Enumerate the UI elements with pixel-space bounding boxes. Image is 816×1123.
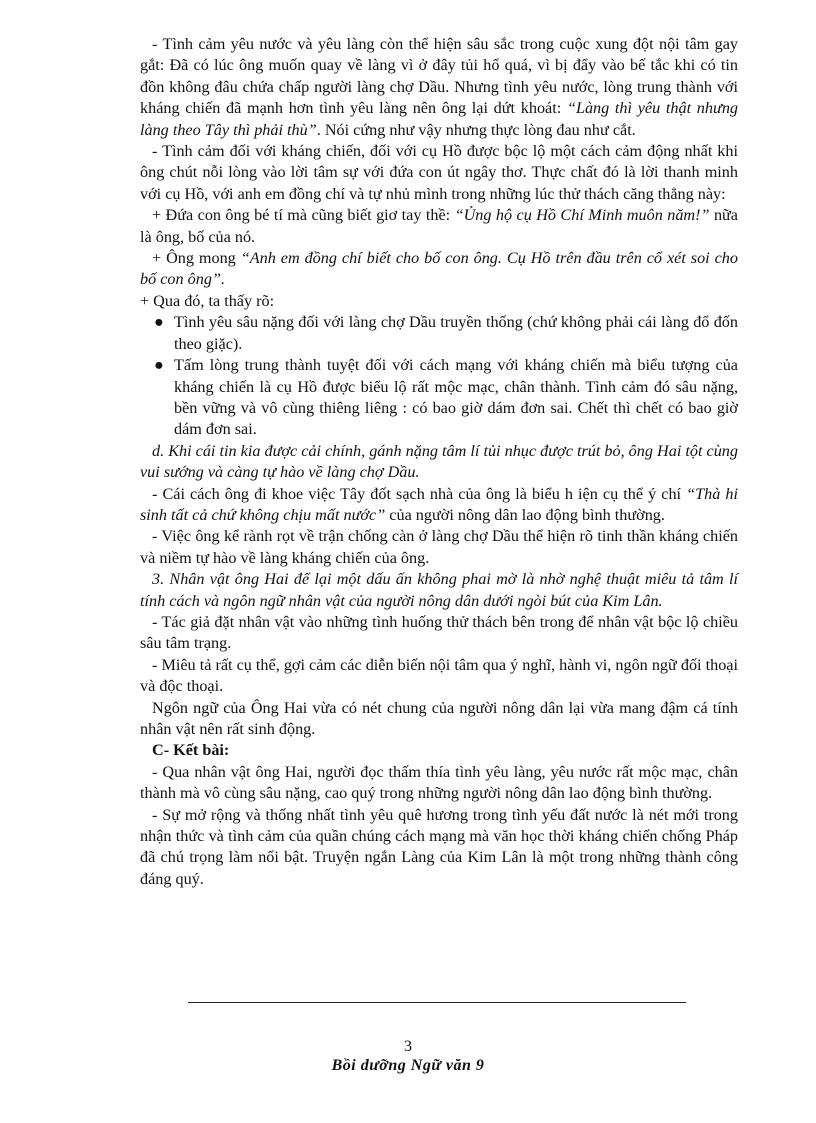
document-body: [140, 34, 738, 890]
paragraph: Ngôn ngữ của Ông Hai vừa có nét chung của người nông dân lại vừa mang đậm cá tính nhân vật nên rất sinh động.: [140, 698, 738, 738]
bullet-icon: ●: [154, 313, 164, 332]
paragraph: - Cái cách ông đi khoe việc Tây đốt sạch nhà của ông là biểu h iện cụ thể ý chí “Thà hi sinh tất cả chứ không chịu mất nước” của người nông dân lao động bình thường.: [140, 484, 738, 524]
bullet-icon: ●: [154, 356, 164, 375]
paragraph: - Tình cảm yêu nước và yêu làng còn thể hiện sâu sắc trong cuộc xung đột nội tâm gay gắt: Đã có lúc ông muốn quay về làng vì ở đây tủi hổ quá, vì bị đẩy vào bế tắc khi có tin đồn không đâu chứa chấp người làng chợ Dầu. Nhưng tình yêu nước, lòng trung thành với kháng chiến đã mạnh hơn tình yêu làng nên ông lại dứt khoát: “Làng thì yêu thật nhưng làng theo Tây thì phải thù”. Nói cứng như vậy nhưng thực lòng đau như cắt.: [140, 35, 739, 139]
paragraph: + Qua đó, ta thấy rõ:: [140, 291, 275, 310]
paragraph: - Sự mở rộng và thống nhất tình yêu quê hương trong tình yếu đất nước là nét mới trong nhận thức và tình cảm của quần chúng cách mạng mà văn học thời kháng chiến chống Pháp đã chú trọng làm nổi bật. Truyện ngắn Làng của Kim Lân là một trong những thành công đáng quý.: [140, 805, 738, 888]
paragraph: + Đứa con ông bé tí mà cũng biết giơ tay thề: “Ủng hộ cụ Hồ Chí Minh muôn năm!” nữa là ông, bố của nó.: [140, 206, 738, 246]
paragraph: - Qua nhân vật ông Hai, người đọc thấm thía tình yêu làng, yêu nước rất mộc mạc, chân thành mà vô cùng sâu nặng, cao quý trong những người nông dân lao động bình thường.: [140, 762, 738, 803]
paragraph: - Việc ông kể rành rọt về trận chống càn ở làng chợ Dầu thể hiện rõ tinh thần kháng chiến và niềm tự hào về làng kháng chiến của ông.: [140, 527, 738, 567]
paragraph: - Miêu tả rất cụ thể, gợi cảm các diễn biến nội tâm qua ý nghĩ, hành vi, ngôn ngữ đối thoại và độc thoại.: [140, 655, 738, 696]
section-heading: C- Kết bài:: [152, 741, 230, 760]
list-item: ● Tấm lòng trung thành tuyệt đối với cách mạng với kháng chiến mà biểu tượng của kháng chiến là cụ Hồ được biểu lộ rất mộc mạc, chân thành. Tình cảm đó sâu nặng, bền vững và vô cùng thiêng liêng : có bao giờ dám đơn sai. Chết thì chết có bao giờ dám đơn sai.: [154, 356, 738, 439]
bullet-list: [140, 312, 738, 440]
paragraph: - Tình cảm đối với kháng chiến, đối với cụ Hồ được bộc lộ một cách cảm động nhất khi ông chút nỗi lòng vào lời tâm sự với đứa con út ngây thơ. Thực chất đó là lời thanh minh với cụ Hồ, với anh em đồng chí và tự nhủ mình trong những lúc thử thách căng thẳng này:: [140, 142, 738, 203]
page-number: 3: [404, 1038, 412, 1055]
section-heading: d. Khi cái tin kia được cải chính, gánh nặng tâm lí tủi nhục được trút bỏ, ông Hai tột cùng vui sướng và càng tự hào về làng chợ Dầu.: [140, 441, 738, 482]
list-item: ● Tình yêu sâu nặng đối với làng chợ Dầu truyền thống (chứ không phải cái làng đổ đốn theo giặc).: [154, 313, 738, 353]
section-heading: 3. Nhân vật ông Hai để lại một dấu ấn không phai mờ là nhờ nghệ thuật miêu tả tâm lí tính cách và ngôn ngữ nhân vật của người nông dân dưới ngòi bút của Kim Lân.: [140, 570, 738, 610]
paragraph: + Ông mong “Anh em đồng chí biết cho bố con ông. Cụ Hồ trên đầu trên cổ xét soi cho bố con ông”.: [140, 249, 738, 289]
divider: [188, 1002, 686, 1003]
footer-title: Bồi dưỡng Ngữ văn 9: [331, 1057, 485, 1074]
paragraph: - Tác giả đặt nhân vật vào những tình huống thử thách bên trong để nhân vật bộc lộ chiều sâu tâm trạng.: [140, 612, 738, 653]
